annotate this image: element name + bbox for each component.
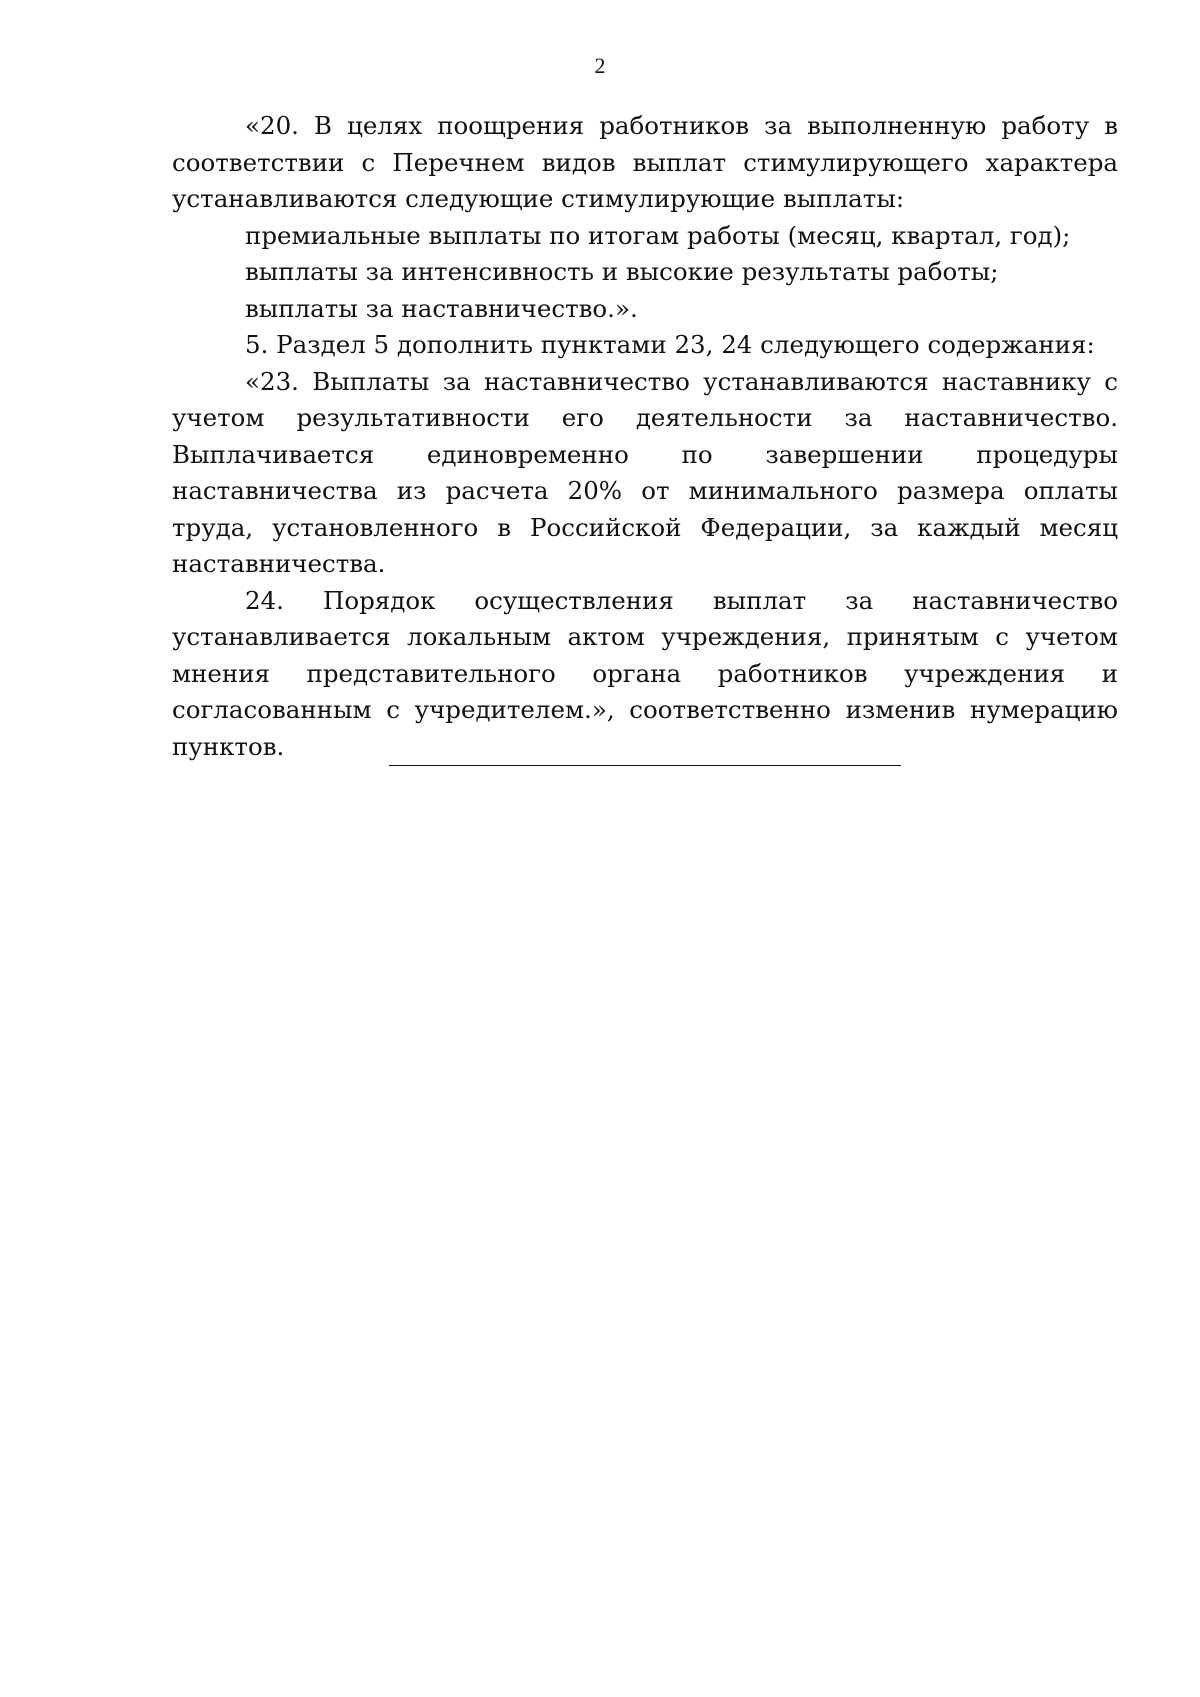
- document-body: [172, 108, 1118, 765]
- list-item-mentoring-payments: выплаты за наставничество.».: [245, 293, 638, 323]
- paragraph-item-23: «23. Выплаты за наставничество устанавливаются наставнику с учетом результативности его деятельности за наставничество. Выплачивается единовременно по завершении процедуры наставничества из расчета 20% от минимального размера оплаты труда, установленного в Российской Федерации, за каждый месяц наставничества.: [172, 366, 1118, 578]
- paragraph-item-20: «20. В целях поощрения работников за выполненную работу в соответствии с Перечнем видов выплат стимулирующего характера устанавливаются следующие стимулирующие выплаты:: [172, 111, 1118, 213]
- list-item-bonus-payments: премиальные выплаты по итогам работы (месяц, квартал, год);: [245, 220, 1071, 250]
- paragraph-section-5-amendment: 5. Раздел 5 дополнить пунктами 23, 24 следующего содержания:: [245, 330, 1095, 359]
- page-number: 2: [594, 53, 606, 78]
- end-separator-line: [389, 765, 901, 766]
- paragraph-item-24: 24. Порядок осуществления выплат за наставничество устанавливается локальным актом учреждения, принятым с учетом мнения представительного органа работников учреждения и согласованным с учредителем.», соответственно изменив нумерацию пунктов.: [172, 585, 1118, 761]
- list-item-intensity-payments: выплаты за интенсивность и высокие результаты работы;: [245, 257, 999, 286]
